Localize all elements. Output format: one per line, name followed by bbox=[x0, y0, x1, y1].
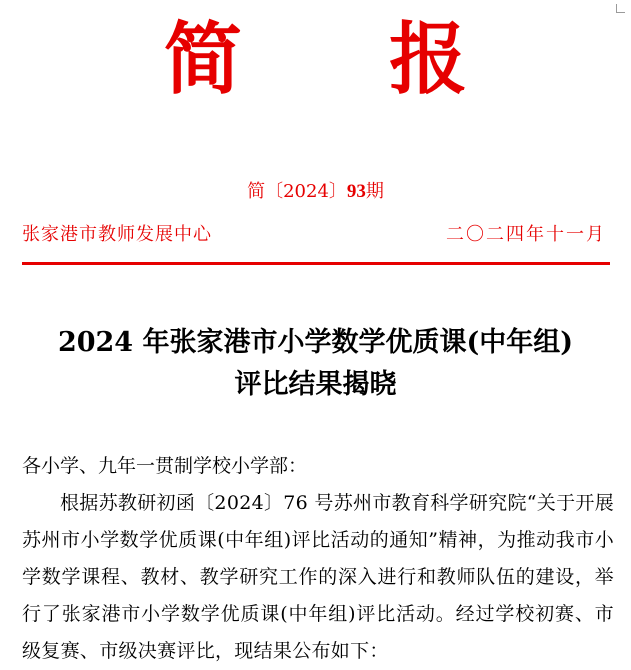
header-divider bbox=[22, 262, 610, 265]
article-title-line-2: 评比结果揭晓 bbox=[234, 369, 397, 400]
article-title-line-1: 2024 年张家港市小学数学优质课(中年组) bbox=[57, 327, 574, 358]
issue-prefix: 简〔2024〕 bbox=[247, 181, 347, 202]
article-title bbox=[0, 322, 631, 406]
body-paragraph: 根据苏教研初函〔2024〕76 号苏州市教育科学研究院“关于开展苏州市小学数学优质课(中年组)评比活动的通知”精神，为推动我市小学数学课程、教材、教学研究工作的深入进行和教师队伍的建设，举行了张家港市小学数学优质课(中年组)评比活动。经过学校初赛、市级复赛、市级决赛评比，现结果公布如下： bbox=[22, 492, 614, 662]
salutation: 各小学、九年一贯制学校小学部： bbox=[22, 455, 308, 477]
organization-name: 张家港市教师发展中心 bbox=[22, 224, 212, 245]
issue-number bbox=[0, 180, 631, 204]
article-body bbox=[22, 448, 614, 670]
header-info-line bbox=[22, 222, 606, 248]
issue-date: 二〇二四年十一月 bbox=[446, 224, 606, 245]
issue-number-value: 93 bbox=[346, 181, 366, 202]
issue-suffix: 期 bbox=[365, 181, 384, 202]
masthead-title: 简 报 bbox=[163, 14, 528, 105]
